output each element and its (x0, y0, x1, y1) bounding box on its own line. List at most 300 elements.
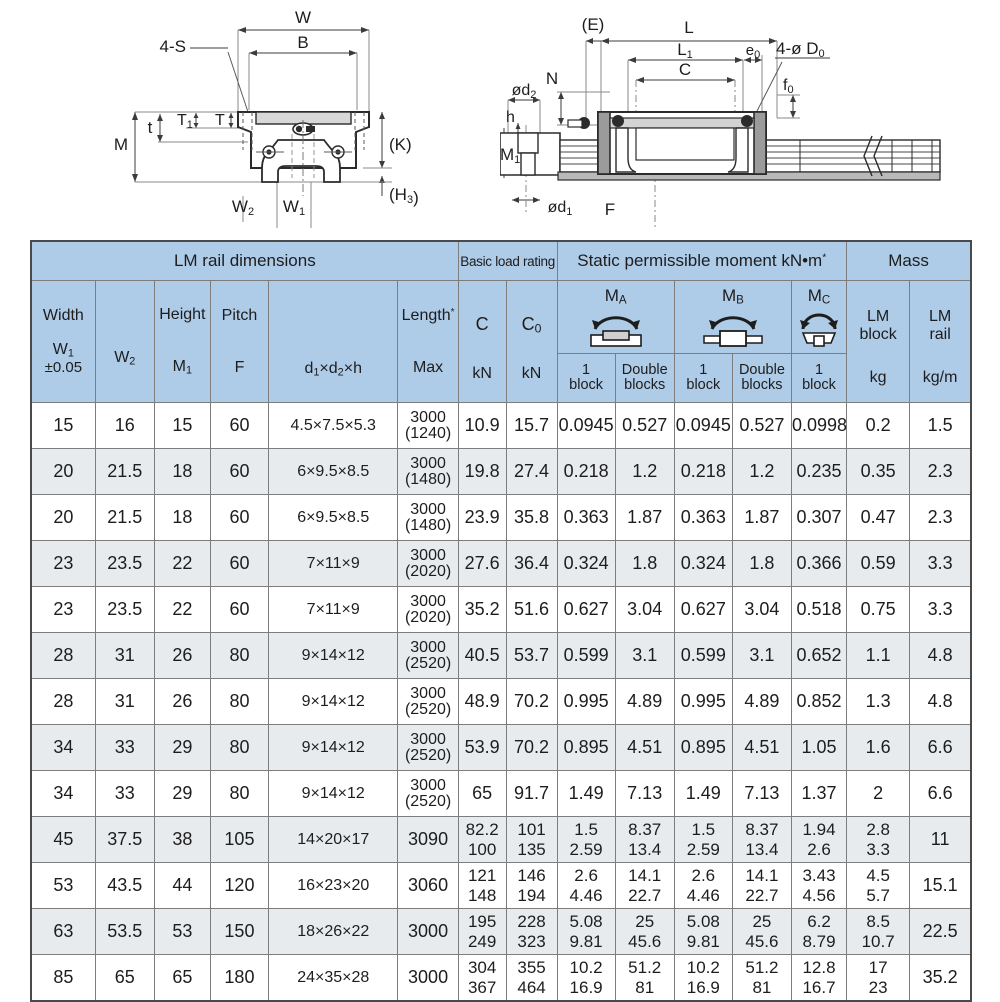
cell-hole-dims: 9×14×12 (269, 633, 398, 679)
cell-lm-rail-mass: 4.8 (910, 679, 971, 725)
cell-w2: 33 (95, 725, 154, 771)
cell-length-max: 3000 (410, 684, 446, 702)
moment-ma-icon (579, 309, 653, 347)
cell-mb-1block: 0.363 (674, 495, 732, 541)
cell-lm-block-mass: 1.1 (847, 633, 910, 679)
cell-mb-double: 0.527 (732, 403, 791, 449)
cell-c-upper: 82.2 (465, 820, 499, 840)
cell-c (458, 863, 506, 909)
cell-mb-double-upper: 51.2 (745, 958, 779, 978)
cell-lm-block-mass: 0.2 (847, 403, 910, 449)
label-M: M (113, 135, 129, 154)
cell-f: 80 (210, 771, 268, 817)
cell-ma-double: 7.13 (615, 771, 674, 817)
cell-c: 10.9 (458, 403, 506, 449)
cell-mb-1block (674, 955, 732, 1002)
cell-c0: 70.2 (506, 679, 557, 725)
cell-ma-double-lower: 22.7 (628, 885, 662, 905)
table-row (31, 449, 971, 495)
cell-c0: 27.4 (506, 449, 557, 495)
cell-lm-rail-mass: 2.3 (910, 495, 971, 541)
cell-length (398, 495, 458, 541)
cell-mc-1block: 1.05 (791, 725, 846, 771)
cell-c: 35.2 (458, 587, 506, 633)
cell-f: 60 (210, 495, 268, 541)
cell-mb-double (732, 909, 791, 955)
cell-lm-block-mass-lower: 3.3 (866, 839, 890, 859)
group-header-lm-rail-dimensions: LM rail dimensions (31, 241, 458, 281)
cell-length (398, 771, 458, 817)
cell-c0: 51.6 (506, 587, 557, 633)
cell-ma-double-upper: 51.2 (628, 958, 662, 978)
cell-mc-1block: 0.366 (791, 541, 846, 587)
cell-c0 (506, 909, 557, 955)
cell-mc-1block-upper: 3.43 (802, 866, 836, 886)
cell-length (398, 679, 458, 725)
cell-mb-double-upper: 8.37 (745, 820, 779, 840)
cell-lm-block-mass-upper: 8.5 (866, 912, 890, 932)
pitch-label: Pitch (221, 306, 258, 324)
cell-mb-double-upper: 14.1 (745, 866, 779, 886)
cell-ma-double: 1.87 (615, 495, 674, 541)
cell-length (398, 449, 458, 495)
cell-mc-1block-lower: 4.56 (802, 885, 836, 905)
col-header-mb (674, 281, 791, 354)
table-row (31, 633, 971, 679)
cell-lm-block-mass: 0.75 (847, 587, 910, 633)
cell-lm-rail-mass: 11 (910, 817, 971, 863)
cell-c0 (506, 863, 557, 909)
cell-ma-double-lower: 81 (635, 977, 655, 997)
col-header-ma (557, 281, 674, 354)
label-d2: ød2 (511, 82, 537, 101)
cell-c0: 53.7 (506, 633, 557, 679)
cell-length (398, 633, 458, 679)
cell-m1: 22 (154, 541, 210, 587)
cell-w1: 23 (31, 541, 95, 587)
cell-ma-1block: 1.49 (557, 771, 615, 817)
cell-mb-double: 3.04 (732, 587, 791, 633)
cell-lm-block-mass-lower: 23 (868, 977, 888, 997)
cell-w2: 43.5 (95, 863, 154, 909)
cell-f: 120 (210, 863, 268, 909)
col-header-pitch (210, 281, 268, 403)
table-row (31, 679, 971, 725)
cell-mc-1block: 0.652 (791, 633, 846, 679)
cell-mb-1block-upper: 10.2 (686, 958, 720, 978)
cell-lm-rail-mass: 3.3 (910, 587, 971, 633)
cell-lm-block-mass-upper: 17 (868, 958, 888, 978)
cell-ma-double: 0.527 (615, 403, 674, 449)
cell-length-standard: (1480) (404, 516, 452, 534)
cell-w2: 31 (95, 679, 154, 725)
cell-w1: 20 (31, 449, 95, 495)
cell-lm-block-mass: 0.47 (847, 495, 910, 541)
moment-mb-icon (696, 309, 770, 347)
label-C: C (678, 60, 692, 79)
table-row (31, 909, 971, 955)
cell-mb-1block: 0.324 (674, 541, 732, 587)
cell-m1: 53 (154, 909, 210, 955)
cell-c0 (506, 955, 557, 1002)
cell-hole-dims: 6×9.5×8.5 (269, 449, 398, 495)
max-label: Max (412, 358, 444, 376)
label-M1: M1 (500, 145, 521, 166)
cell-mb-double: 4.89 (732, 679, 791, 725)
table-row (31, 541, 971, 587)
cell-c-lower: 100 (467, 839, 497, 859)
cell-mb-double: 1.8 (732, 541, 791, 587)
cell-ma-double: 1.2 (615, 449, 674, 495)
cell-ma-1block: 0.363 (557, 495, 615, 541)
cell-ma-1block-lower: 2.59 (569, 839, 603, 859)
cell-mb-1block-upper: 5.08 (686, 912, 720, 932)
cell-ma-1block-upper: 2.6 (574, 866, 598, 886)
cell-w1: 53 (31, 863, 95, 909)
cell-f: 150 (210, 909, 268, 955)
cell-ma-1block: 0.895 (557, 725, 615, 771)
col-header-width (31, 281, 95, 403)
cell-length: 3090 (398, 817, 458, 863)
cell-c0-lower: 135 (517, 839, 546, 859)
cell-f: 80 (210, 633, 268, 679)
cell-mb-1block: 0.895 (674, 725, 732, 771)
cell-lm-rail-mass: 35.2 (910, 955, 971, 1002)
col-header-mc (791, 281, 846, 354)
moment-mc-icon (795, 309, 843, 347)
cell-mc-1block (791, 909, 846, 955)
cell-ma-1block: 0.627 (557, 587, 615, 633)
cell-ma-double (615, 817, 674, 863)
cell-ma-1block-lower: 4.46 (569, 885, 603, 905)
f-symbol: F (234, 358, 245, 376)
cell-w1: 23 (31, 587, 95, 633)
label-L: L (684, 18, 694, 37)
mc-symbol: $M_C$ (807, 285, 831, 307)
hole-dims-symbol: $d_1\times d_2\times h$ (304, 360, 362, 379)
col-header-mb-double: Double blocks (732, 354, 791, 403)
width-label: Width (42, 306, 84, 324)
cell-lm-rail-mass: 6.6 (910, 725, 971, 771)
cell-length (398, 541, 458, 587)
cell-length-max: 3000 (410, 730, 446, 748)
cell-mb-double: 3.1 (732, 633, 791, 679)
cell-f: 80 (210, 725, 268, 771)
cell-mb-1block (674, 863, 732, 909)
cell-ma-double-upper: 14.1 (628, 866, 662, 886)
label-W: W (294, 8, 312, 27)
table-row (31, 817, 971, 863)
lm-rail-line1: LM (929, 307, 952, 325)
cell-f: 105 (210, 817, 268, 863)
cell-c0: 35.8 (506, 495, 557, 541)
cell-c0: 36.4 (506, 541, 557, 587)
cell-c-lower: 367 (467, 977, 497, 997)
cell-m1: 44 (154, 863, 210, 909)
cell-hole-dims: 7×11×9 (269, 541, 398, 587)
cell-c0-upper: 355 (517, 958, 546, 978)
label-T: T (215, 112, 225, 129)
col-header-hole-dims (269, 281, 398, 403)
cell-mc-1block: 1.37 (791, 771, 846, 817)
cell-ma-double-upper: 8.37 (628, 820, 662, 840)
label-E: (E) (581, 15, 605, 34)
cell-lm-rail-mass: 6.6 (910, 771, 971, 817)
cell-lm-block-mass: 2 (847, 771, 910, 817)
cell-w2: 53.5 (95, 909, 154, 955)
side-view-drawing (500, 0, 1000, 238)
cell-hole-dims: 7×11×9 (269, 587, 398, 633)
col-header-mb-1block: 1 block (674, 354, 732, 403)
cell-ma-double: 4.51 (615, 725, 674, 771)
table-header (31, 241, 971, 403)
group-header-mass: Mass (847, 241, 971, 281)
cell-ma-1block (557, 955, 615, 1002)
col-header-mc-1block: 1 block (791, 354, 846, 403)
cell-c: 53.9 (458, 725, 506, 771)
cell-length-standard: (2020) (404, 562, 452, 580)
cell-length-standard: (2520) (404, 746, 452, 764)
cell-c0: 70.2 (506, 725, 557, 771)
cell-ma-1block-lower: 9.81 (569, 931, 603, 951)
cell-mb-1block-upper: 1.5 (691, 820, 716, 840)
cell-ma-double-lower: 13.4 (628, 839, 662, 859)
cell-c-upper: 195 (467, 912, 497, 932)
cell-mc-1block: 0.518 (791, 587, 846, 633)
cell-w1: 28 (31, 633, 95, 679)
cell-c: 65 (458, 771, 506, 817)
cell-ma-1block (557, 909, 615, 955)
cell-lm-block-mass: 1.3 (847, 679, 910, 725)
cell-hole-dims: 18×26×22 (269, 909, 398, 955)
table-row (31, 403, 971, 449)
cell-w2: 23.5 (95, 541, 154, 587)
cell-c-lower: 249 (467, 931, 497, 951)
cell-w1: 85 (31, 955, 95, 1002)
cell-mb-double: 7.13 (732, 771, 791, 817)
spec-table-container (30, 240, 972, 1002)
spec-table (30, 240, 972, 1002)
cell-ma-double: 1.8 (615, 541, 674, 587)
cell-c0-lower: 194 (517, 885, 546, 905)
cell-length-standard: (2520) (404, 792, 452, 810)
lm-block-line1: LM (867, 307, 890, 325)
cell-m1: 38 (154, 817, 210, 863)
cell-mb-1block: 1.49 (674, 771, 732, 817)
label-h: h (506, 109, 515, 126)
cell-ma-double: 3.04 (615, 587, 674, 633)
cell-mb-double-lower: 45.6 (745, 931, 779, 951)
cell-hole-dims: 14×20×17 (269, 817, 398, 863)
label-N: N (545, 69, 559, 88)
length-label: Length* (401, 306, 455, 324)
label-d1: ød1 (547, 199, 573, 218)
cell-lm-block-mass: 0.35 (847, 449, 910, 495)
label-F: F (604, 200, 616, 219)
cell-length-max: 3000 (410, 500, 446, 518)
cell-mc-1block-upper: 6.2 (807, 912, 831, 932)
cell-ma-1block: 0.995 (557, 679, 615, 725)
cell-mc-1block (791, 863, 846, 909)
cell-mb-1block (674, 909, 732, 955)
cell-hole-dims: 9×14×12 (269, 679, 398, 725)
label-e0: $e_0$ (745, 42, 761, 61)
cell-m1: 26 (154, 633, 210, 679)
cell-w2: 37.5 (95, 817, 154, 863)
cell-mb-double-lower: 22.7 (745, 885, 779, 905)
cell-mc-1block-lower: 8.79 (802, 931, 836, 951)
cell-mc-1block-upper: 1.94 (802, 820, 836, 840)
cell-mb-double (732, 863, 791, 909)
cell-length-max: 3000 (410, 546, 446, 564)
cell-mb-double-upper: 25 (752, 912, 772, 932)
col-header-w2 (95, 281, 154, 403)
cell-lm-block-mass (847, 817, 910, 863)
label-t: t (147, 118, 153, 137)
cell-w1: 15 (31, 403, 95, 449)
cell-c-upper: 121 (467, 866, 497, 886)
label-K: (K) (389, 135, 412, 154)
cell-lm-rail-mass: 22.5 (910, 909, 971, 955)
cell-w2: 16 (95, 403, 154, 449)
lm-block-unit: kg (869, 369, 887, 387)
cell-lm-rail-mass: 2.3 (910, 449, 971, 495)
label-B: B (297, 33, 309, 52)
cell-mb-1block-lower: 16.9 (686, 977, 720, 997)
table-body (31, 403, 971, 1002)
cell-length-standard: (2020) (404, 608, 452, 626)
cell-ma-1block-lower: 16.9 (569, 977, 603, 997)
static-moment-footnote: * (822, 251, 827, 264)
cell-ma-double-upper: 25 (635, 912, 655, 932)
cell-w1: 20 (31, 495, 95, 541)
cell-w2: 23.5 (95, 587, 154, 633)
cell-ma-double (615, 909, 674, 955)
cell-w2: 31 (95, 633, 154, 679)
cell-w1: 28 (31, 679, 95, 725)
w1-tolerance: ±0.05 (44, 359, 83, 377)
cell-length-standard: (2520) (404, 654, 452, 672)
cell-c0-upper: 101 (517, 820, 546, 840)
cell-ma-double (615, 955, 674, 1002)
cell-lm-rail-mass: 4.8 (910, 633, 971, 679)
mb-symbol: $M_B$ (721, 285, 744, 307)
label-T1: T1 (177, 112, 193, 131)
cell-c0-lower: 323 (517, 931, 546, 951)
table-row (31, 771, 971, 817)
cell-mb-1block: 0.995 (674, 679, 732, 725)
cell-mb-1block-lower: 4.46 (686, 885, 720, 905)
col-header-c (458, 281, 506, 403)
cell-hole-dims: 9×14×12 (269, 771, 398, 817)
cell-lm-block-mass-upper: 2.8 (866, 820, 890, 840)
cell-mb-1block: 0.218 (674, 449, 732, 495)
col-header-lm-rail-mass (910, 281, 971, 403)
cell-ma-1block: 0.599 (557, 633, 615, 679)
cell-mc-1block-lower: 16.7 (802, 977, 836, 997)
cell-c-lower: 148 (467, 885, 497, 905)
cell-c (458, 955, 506, 1002)
cell-mb-1block: 0.0945 (674, 403, 732, 449)
cell-lm-block-mass: 1.6 (847, 725, 910, 771)
cell-f: 60 (210, 403, 268, 449)
cell-mc-1block: 0.852 (791, 679, 846, 725)
cell-f: 60 (210, 449, 268, 495)
table-row (31, 725, 971, 771)
cell-mb-double: 1.2 (732, 449, 791, 495)
cell-ma-1block-upper: 5.08 (569, 912, 603, 932)
table-row (31, 955, 971, 1002)
cell-length-standard: (2520) (404, 700, 452, 718)
m1-symbol: $M_1$ (172, 358, 193, 377)
cell-hole-dims: 6×9.5×8.5 (269, 495, 398, 541)
cell-mc-1block (791, 817, 846, 863)
cell-c0 (506, 817, 557, 863)
cell-c: 40.5 (458, 633, 506, 679)
cell-mc-1block-lower: 2.6 (807, 839, 831, 859)
cell-mc-1block: 0.307 (791, 495, 846, 541)
group-header-static-permissible-moment (557, 241, 846, 281)
cell-m1: 29 (154, 771, 210, 817)
cell-ma-1block: 0.324 (557, 541, 615, 587)
cell-w1: 63 (31, 909, 95, 955)
height-label: Height (159, 306, 206, 324)
col-header-ma-double: Double blocks (615, 354, 674, 403)
cell-c (458, 817, 506, 863)
cell-w1: 34 (31, 771, 95, 817)
c-unit: kN (472, 365, 492, 382)
cell-ma-1block (557, 863, 615, 909)
lm-rail-line2: rail (929, 325, 951, 343)
front-view-drawing (0, 0, 500, 238)
cell-mb-1block-upper: 2.6 (691, 866, 716, 886)
cell-mc-1block: 0.235 (791, 449, 846, 495)
label-W1: W1 (282, 197, 306, 218)
cell-length-standard: (1480) (404, 470, 452, 488)
cell-ma-double (615, 863, 674, 909)
col-header-length (398, 281, 458, 403)
table-row (31, 587, 971, 633)
cell-m1: 18 (154, 495, 210, 541)
cell-c0-lower: 464 (517, 977, 546, 997)
cell-lm-block-mass-lower: 10.7 (861, 931, 895, 951)
label-W2: W2 (231, 197, 255, 218)
cell-length-max: 3000 (410, 638, 446, 656)
cell-mb-double (732, 955, 791, 1002)
cell-c: 23.9 (458, 495, 506, 541)
cell-m1: 22 (154, 587, 210, 633)
cell-lm-block-mass: 0.59 (847, 541, 910, 587)
cell-c0-upper: 228 (517, 912, 546, 932)
cell-hole-dims: 9×14×12 (269, 725, 398, 771)
cell-length: 3000 (398, 955, 458, 1002)
ma-symbol: $M_A$ (604, 285, 627, 307)
lm-block-line2: block (859, 325, 897, 343)
cell-w2: 21.5 (95, 495, 154, 541)
cell-ma-double-lower: 45.6 (628, 931, 662, 951)
col-header-c0 (506, 281, 557, 403)
c0-symbol: $C_0$ (521, 313, 542, 336)
cell-f: 60 (210, 541, 268, 587)
cell-f: 180 (210, 955, 268, 1002)
c-symbol: C (475, 314, 489, 334)
cell-w1: 34 (31, 725, 95, 771)
cell-lm-block-mass-lower: 5.7 (866, 885, 890, 905)
cell-w2: 33 (95, 771, 154, 817)
cell-mb-double: 4.51 (732, 725, 791, 771)
cell-ma-1block-upper: 10.2 (569, 958, 603, 978)
label-f0: f0 (783, 77, 794, 96)
